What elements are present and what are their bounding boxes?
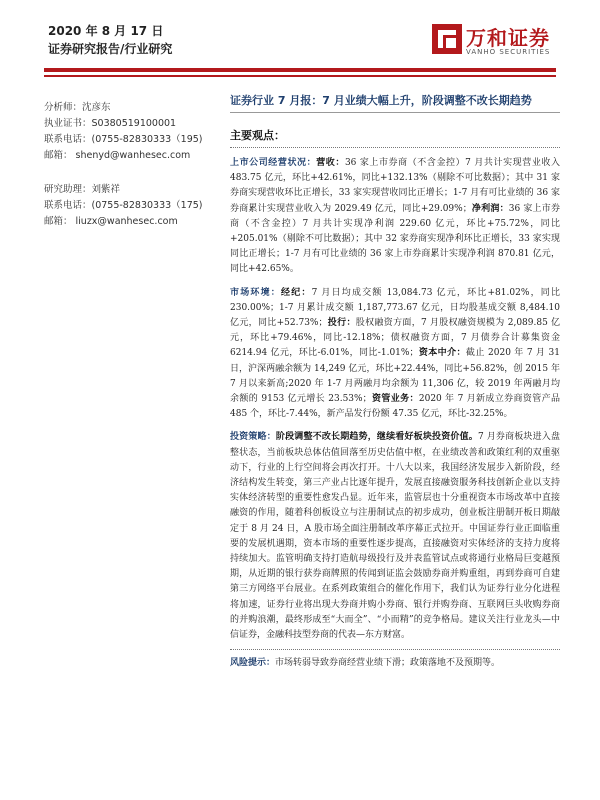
company-logo bbox=[432, 20, 552, 64]
para-text: 36 家上市券商（不含金控）7 月共计实现净利润 229.60 亿元，环比+75.72%，同比+205.01%（剔除不可比数据）；其中 32 家券商实现净利环比正增长，33 家实现同比正增长；1-7 月有可比业绩的 36 家上市券商累计实现净利润 870.81 亿元，同比+42.65%。 bbox=[230, 203, 560, 275]
section-divider bbox=[230, 147, 560, 148]
para-lead: 投资策略： bbox=[230, 432, 276, 443]
paragraph-company-performance bbox=[230, 156, 560, 278]
paragraph-investment-strategy bbox=[230, 430, 560, 643]
logo-name-cn: 万和证券 bbox=[466, 26, 550, 50]
report-body bbox=[230, 92, 560, 671]
para-label: 营收： bbox=[316, 158, 345, 168]
risk-divider bbox=[230, 649, 560, 650]
analyst-license: 执业证书：S0380519100001 bbox=[44, 118, 177, 129]
para-label: 资本中介： bbox=[418, 348, 466, 359]
para-label: 资管业务： bbox=[371, 394, 419, 405]
risk-lead: 风险提示： bbox=[230, 658, 276, 669]
para-emphasis: 阶段调整不改长期趋势，继续看好板块投资价值。 bbox=[275, 432, 478, 443]
para-label: 经纪： bbox=[281, 287, 312, 298]
para-lead: 上市公司经营状况： bbox=[230, 158, 317, 168]
para-text: 2020 年 7 月新成立券商资管产品 485 个，环比-7.44%，新产品发行份额 47.35 亿元，环比-32.25%。 bbox=[230, 394, 560, 420]
section-heading: 主要观点： bbox=[230, 129, 285, 142]
assistant-phone: 联系电话：(0755-82830333（175) bbox=[44, 200, 203, 211]
analyst-name: 分析师：沈彦东 bbox=[44, 102, 111, 113]
para-label: 投行： bbox=[327, 318, 356, 329]
logo-name-en: VANHO SECURITIES bbox=[466, 48, 551, 56]
paragraph-market-environment bbox=[230, 286, 560, 423]
assistant-name: 研究助理：刘紫祥 bbox=[44, 184, 121, 195]
para-text: 7 月券商板块进入盘整状态，当前板块总体估值回落至历史估值中枢，在业绩改善和政策红利的双重驱动下，行业的上行空间将会再次打开。十八大以来，我国经济发展步入新阶段，经济结构发生转变，第三产业占比逐年提升，发展直接融资服务科技创新企业以支持实体经济转型的重要性愈发凸显。近年来，监管层也十分重视资本市场改革中直接融资的作用，随着科创板设立与注册制试点的初步成功，创业板注册制开板日期敲定于 8 月 24 日，A 股市场全面注册制改革序幕正式拉开。中国证券行业正面临重要的发展机遇期，资本市场的重要性逐步提高，直接融资对实体经济的支持力度将持续加大。监管明确支持打造航母级投行及并表监管试点或将通行业格局巨变越预期，从近期的银行获券商牌照的传闻到证监会鼓励券商并购重组，再到券商可自建第三方网络平台展业。在系列政策组合的催化作用下，我们认为证券行业分化进程将加速，证券行业将出现大券商并购小券商、银行并购券商、互联网巨头收购券商的并购浪潮，最终形成至“大而全”、“小而精”的竞争格局。建议关注行业龙头—中信证券，金融科技型券商的代表—东方财富。 bbox=[230, 432, 560, 641]
header-rule bbox=[44, 68, 556, 72]
analyst-phone: 联系电话：(0755-82830333（195) bbox=[44, 134, 203, 145]
risk-warning bbox=[230, 656, 560, 671]
para-lead: 市场环境： bbox=[230, 287, 281, 298]
report-date: 2020 年 8 月 17 日 bbox=[48, 24, 164, 38]
analyst-email: 邮箱： shenyd@wanhesec.com bbox=[44, 150, 191, 161]
risk-text: 市场转弱导致券商经营业绩下滑；政策落地不及预期等。 bbox=[275, 658, 501, 669]
header-rule-thin bbox=[44, 75, 556, 77]
author-info bbox=[44, 100, 219, 230]
para-text: 股权融资方面，7 月股权融资规模为 2,089.85 亿元，环比+79.46%，同比-12.18%；债权融资方面，7 月债券合计募集资金 6214.94 亿元，环比-6.01%，同比-1.01%； bbox=[230, 318, 560, 359]
report-type: 证券研究报告/行业研究 bbox=[48, 42, 173, 56]
para-text: 7 月日均成交额 13,084.73 亿元，环比+81.02%，同比 230.00%；1-7 月累计成交额 1,187,773.67 亿元，日均股基成交额 8,484.10 亿元，同比+52.73%； bbox=[230, 287, 560, 329]
para-label: 净利润： bbox=[471, 203, 509, 214]
para-text: 36 家上市券商（不含金控）7 月共计实现营业收入 483.75 亿元，环比+42.61%，同比+132.13%（剔除不可比数据）；其中 31 家券商实现营收环比正增长，33 家实现营收同比正增长；1-7 月有可比业绩的 36 家券商累计实现营业收入为 2029.49 亿元，同比+29.09%； bbox=[230, 158, 560, 214]
assistant-email: 邮箱： liuzx@wanhesec.com bbox=[44, 216, 178, 227]
logo-mark-icon bbox=[432, 24, 462, 54]
report-title: 证券行业 7 月报：7 月业绩大幅上升，阶段调整不改长期趋势 bbox=[230, 92, 560, 113]
para-text: 截止 2020 年 7 月 31 日，沪深两融余额为 14,249 亿元，环比+22.44%，同比+56.82%，创 2015 年 7 月以来新高;2020 年 1-7 月两融月均余额为 11,306 亿，较 2019 年两融月均余额的 9153 亿元增长 23.53%； bbox=[230, 348, 560, 405]
